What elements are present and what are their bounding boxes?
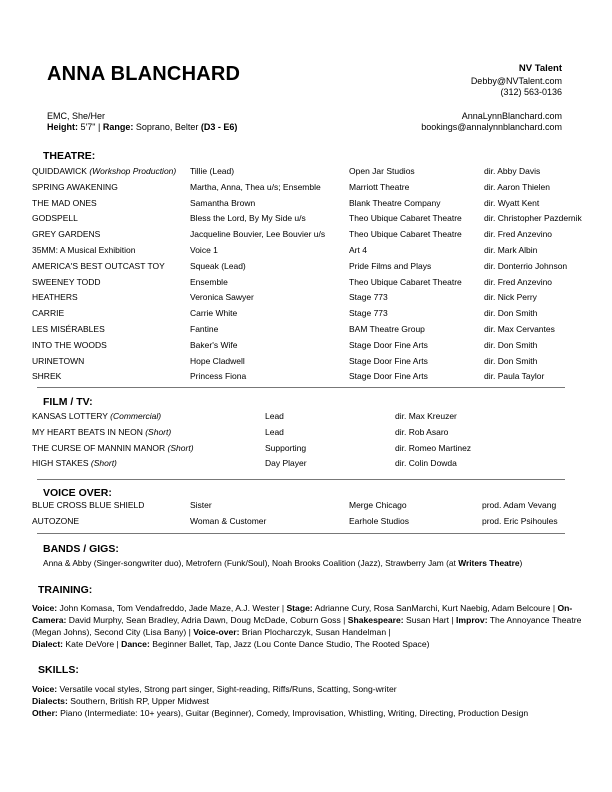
director (484, 198, 539, 208)
director (484, 245, 537, 255)
vo-role-text: Sister (190, 500, 212, 510)
table-row (0, 277, 612, 289)
show-title-text: QUIDDAWICK (32, 166, 87, 176)
training-shakes: Susan Hart | (403, 615, 457, 625)
director (484, 229, 552, 239)
role-text: Voice 1 (190, 245, 218, 255)
show-title-text: HEATHERS (32, 292, 78, 303)
show-title (32, 324, 105, 334)
venue (349, 261, 431, 271)
film-title-text: MY HEART BEATS IN NEON (32, 426, 143, 437)
director (484, 356, 537, 366)
skills-voice: Versatile vocal styles, Strong part singer, Sight-reading, Riffs/Runs, Scatting, Song-writer (57, 684, 397, 694)
union-pronouns: EMC, She/Her (47, 111, 106, 121)
film-role (265, 427, 284, 437)
film-role-text: Day Player (265, 458, 307, 469)
training-voice: John Komasa, Tom Vendafreddo, Jade Maze, A.J. Wester | (57, 603, 287, 613)
film-title-note: (Short) (90, 458, 117, 469)
table-row (0, 324, 612, 336)
vo-client-text: BLUE CROSS BLUE SHIELD (32, 500, 145, 510)
bands-list: Anna & Abby (Singer-songwriter duo), Metrofern (Funk/Soul), Noah Brooks Coalition (Jazz), Strawberry Jam (at (43, 558, 459, 568)
show-title (32, 245, 135, 255)
role (190, 277, 228, 287)
show-title (32, 292, 78, 302)
agency-email[interactable]: Debby@NVTalent.com (470, 76, 562, 86)
bands-heading: BANDS / GIGS: (43, 543, 119, 555)
vo-role (190, 500, 212, 510)
skills-voice-label: Voice: (32, 684, 58, 694)
venue-text: Marriott Theatre (349, 181, 410, 192)
film-role-text: Supporting (265, 442, 307, 453)
show-title-text: SWEENEY TODD (32, 276, 101, 287)
venue-text: Theo Ubique Cabaret Theatre (349, 276, 462, 287)
venue (349, 371, 428, 381)
range-label: Range: (102, 122, 134, 132)
show-title (32, 371, 61, 381)
role-text: Veronica Sawyer (190, 292, 254, 303)
training-voice-label: Voice: (32, 603, 58, 613)
film-role (265, 411, 284, 421)
height-label: Height: (47, 122, 78, 132)
show-title-text: THE MAD ONES (32, 197, 97, 208)
table-row (0, 182, 612, 194)
film-title-text: HIGH STAKES (32, 458, 89, 469)
training-camera-label: On-Camera: (32, 603, 573, 625)
director-text: dir. Christopher Pazdernik (484, 213, 582, 224)
divider (37, 533, 565, 534)
skills-other: Piano (Intermediate: 10+ years), Guitar (Beginner), Comedy, Improvisation, Whistling, Writing, Directing, Production Design (57, 708, 529, 718)
director (484, 324, 555, 334)
theatre-heading: THEATRE: (43, 150, 96, 162)
film-director-text: dir. Romeo Martinez (395, 442, 472, 453)
venue-text: Open Jar Studios (349, 166, 415, 176)
show-title-note: (Workshop Production) (89, 166, 177, 176)
director-text: dir. Don Smith (484, 308, 538, 319)
venue-text: Stage Door Fine Arts (349, 355, 428, 366)
director-text: dir. Don Smith (484, 355, 538, 366)
role (190, 324, 218, 334)
show-title (32, 198, 97, 208)
vo-client-text: AUTOZONE (32, 516, 80, 526)
director-text: dir. Fred Anzevino (484, 276, 553, 287)
show-title-text: SHREK (32, 371, 62, 382)
training-vo: Brian Plocharczyk, Susan Handelman | (239, 627, 391, 637)
venue (349, 229, 462, 239)
film-director (395, 427, 448, 437)
show-title (32, 277, 101, 287)
role (190, 229, 325, 239)
vo-producer (482, 500, 556, 510)
director-text: dir. Wyatt Kent (484, 197, 540, 208)
training-heading: TRAINING: (38, 584, 93, 596)
bookings-email[interactable]: bookings@annalynnblanchard.com (421, 122, 562, 132)
skills-heading: SKILLS: (38, 664, 79, 676)
film-title-text: THE CURSE OF MANNIN MANOR (32, 442, 166, 453)
film-heading: FILM / TV: (43, 396, 93, 408)
role-text: Ensemble (190, 276, 228, 287)
training-stage-label: Stage: (286, 603, 313, 613)
height-range-line (47, 122, 237, 132)
film-director-text: dir. Rob Asaro (395, 426, 449, 437)
director-text: dir. Aaron Thielen (484, 181, 550, 192)
show-title-text: INTO THE WOODS (32, 339, 107, 350)
venue-text: Art 4 (349, 245, 367, 255)
venue (349, 213, 462, 223)
film-title (32, 411, 161, 421)
training-camera: David Murphy, Sean Bradley, Adria Dawn, Doug McDade, Coburn Goss | (66, 615, 348, 625)
actor-name: ANNA BLANCHARD (47, 63, 241, 85)
bands-end: ) (519, 558, 523, 568)
director-text: dir. Don Smith (484, 339, 538, 350)
film-director (395, 443, 471, 453)
role-text: Martha, Anna, Thea u/s; Ensemble (190, 181, 321, 192)
agency-phone: (312) 563-0136 (500, 87, 562, 97)
venue-text: Theo Ubique Cabaret Theatre (349, 213, 462, 224)
film-title-note: (Short) (145, 426, 172, 437)
film-role-text: Lead (265, 411, 284, 421)
venue (349, 198, 441, 208)
director (484, 277, 552, 287)
training-dance-label: Dance: (121, 639, 150, 649)
director (484, 340, 537, 350)
training-improv-label: Improv: (456, 615, 488, 625)
director (484, 292, 537, 302)
venue-text: Stage Door Fine Arts (349, 339, 428, 350)
venue (349, 292, 388, 302)
film-director (395, 458, 457, 468)
table-row (0, 371, 612, 383)
divider (37, 479, 565, 480)
role-text: Jacqueline Bouvier, Lee Bouvier u/s (190, 229, 326, 240)
vo-producer-text: prod. Adam Vevang (482, 500, 557, 510)
film-director-text: dir. Max Kreuzer (395, 411, 457, 421)
vo-role (190, 516, 266, 526)
director (484, 166, 540, 176)
director-text: dir. Nick Perry (484, 292, 537, 303)
range-note: (D3 - E6) (200, 122, 238, 132)
role (190, 308, 237, 318)
table-row (0, 261, 612, 273)
role (190, 182, 321, 192)
table-row (0, 292, 612, 304)
table-row (0, 198, 612, 210)
bands-text (43, 557, 598, 569)
role-text: Baker's Wife (190, 339, 238, 350)
training-text (32, 602, 587, 650)
skills-dialects-label: Dialects: (32, 696, 68, 706)
bands-venue: Writers Theatre (458, 558, 520, 568)
film-title-note: (Short) (167, 442, 194, 453)
role-text: Princess Fiona (190, 371, 247, 382)
vo-studio-text: Earhole Studios (349, 516, 410, 526)
film-role-text: Lead (265, 426, 284, 437)
table-row (0, 229, 612, 241)
role (190, 261, 246, 271)
agency-name: NV Talent (518, 63, 562, 74)
role-text: Fantine (190, 324, 219, 334)
vo-studio (349, 516, 409, 526)
venue (349, 356, 428, 366)
show-title-text: AMERICA'S BEST OUTCAST TOY (32, 260, 165, 271)
show-title (32, 261, 165, 271)
role-text: Squeak (Lead) (190, 260, 246, 271)
show-title-text: CARRIE (32, 308, 65, 319)
director-text: dir. Max Cervantes (484, 324, 555, 334)
website-link[interactable]: AnnaLynnBlanchard.com (461, 111, 562, 121)
venue-text: Pride Films and Plays (349, 260, 432, 271)
show-title (32, 166, 176, 176)
show-title-text: 35MM: A Musical Exhibition (32, 245, 136, 255)
table-row (0, 516, 612, 528)
director-text: dir. Donterrio Johnson (484, 260, 568, 271)
venue (349, 340, 428, 350)
venue (349, 166, 415, 176)
director (484, 371, 544, 381)
training-vo-label: Voice-over: (193, 627, 240, 637)
table-row (0, 308, 612, 320)
film-title-text: KANSAS LOTTERY (32, 411, 108, 421)
venue-text: Theo Ubique Cabaret Theatre (349, 229, 462, 240)
role (190, 245, 218, 255)
training-dialect: Kate DeVore | (63, 639, 122, 649)
venue (349, 277, 462, 287)
director-text: dir. Abby Davis (484, 166, 541, 176)
show-title-text: GODSPELL (32, 213, 78, 224)
film-title-note: (Commercial) (110, 411, 162, 421)
show-title (32, 356, 84, 366)
director-text: dir. Fred Anzevino (484, 229, 553, 240)
skills-dialects: Southern, British RP, Upper Midwest (67, 696, 210, 706)
table-row (0, 411, 612, 423)
role-text: Carrie White (190, 308, 238, 319)
table-row (0, 443, 612, 455)
film-director-text: dir. Colin Dowda (395, 458, 457, 469)
role-text: Bless the Lord, By My Side u/s (190, 213, 306, 224)
vo-client (32, 500, 144, 510)
director-text: dir. Paula Taylor (484, 371, 545, 382)
height-value: 5'7" (80, 122, 96, 132)
table-row (0, 500, 612, 512)
venue-text: Stage 773 (349, 292, 388, 303)
show-title-text: URINETOWN (32, 355, 85, 366)
film-role (265, 458, 307, 468)
role-text: Samantha Brown (190, 197, 256, 208)
vo-producer-text: prod. Eric Psihoules (482, 516, 558, 526)
table-row (0, 245, 612, 257)
range-value: Soprano, Belter (135, 122, 199, 132)
vo-studio (349, 500, 407, 510)
venue (349, 308, 388, 318)
role (190, 356, 245, 366)
director (484, 308, 537, 318)
role (190, 371, 246, 381)
film-title (32, 458, 117, 468)
venue (349, 324, 425, 334)
vo-studio-text: Merge Chicago (349, 500, 407, 510)
show-title (32, 308, 64, 318)
vo-producer (482, 516, 558, 526)
training-stage: Adrianne Cury, Rosa SanMarchi, Kurt Naebig, Adam Belcoure | (312, 603, 558, 613)
venue (349, 245, 367, 255)
show-title-text: GREY GARDENS (32, 229, 101, 240)
voice-heading: VOICE OVER: (43, 487, 112, 499)
show-title (32, 340, 107, 350)
director (484, 182, 550, 192)
training-dance: Beginner Ballet, Tap, Jazz (Lou Conte Dance Studio, The Rooted Space) (149, 639, 430, 649)
director-text: dir. Mark Albin (484, 245, 538, 255)
show-title (32, 229, 100, 239)
training-shakes-label: Shakespeare: (347, 615, 404, 625)
separator: | (97, 122, 101, 132)
skills-text (32, 683, 587, 719)
vo-role-text: Woman & Customer (190, 516, 267, 526)
venue-text: Stage 773 (349, 308, 388, 319)
show-title-text: SPRING AWAKENING (32, 181, 118, 192)
venue-text: BAM Theatre Group (349, 324, 425, 334)
role (190, 198, 255, 208)
venue-text: Stage Door Fine Arts (349, 371, 428, 382)
show-title-text: LES MISÉRABLES (32, 324, 105, 334)
film-title (32, 427, 171, 437)
training-dialect-label: Dialect: (32, 639, 64, 649)
role (190, 166, 234, 176)
skills-other-label: Other: (32, 708, 58, 718)
film-title (32, 443, 194, 453)
role (190, 213, 306, 223)
table-row (0, 340, 612, 352)
venue-text: Blank Theatre Company (349, 197, 441, 208)
table-row (0, 458, 612, 470)
film-director (395, 411, 457, 421)
table-row (0, 213, 612, 225)
film-role (265, 443, 306, 453)
role-text: Tillie (Lead) (190, 166, 235, 176)
director (484, 213, 582, 223)
divider (37, 387, 565, 388)
table-row (0, 356, 612, 368)
vo-client (32, 516, 79, 526)
venue (349, 182, 409, 192)
show-title (32, 182, 118, 192)
role (190, 340, 237, 350)
table-row (0, 427, 612, 439)
role (190, 292, 254, 302)
training-improv: The Annoyance Theatre (Megan Johns), Second City (Lisa Bany) | (32, 615, 582, 637)
table-row (0, 166, 612, 178)
director (484, 261, 567, 271)
show-title (32, 213, 78, 223)
role-text: Hope Cladwell (190, 355, 245, 366)
